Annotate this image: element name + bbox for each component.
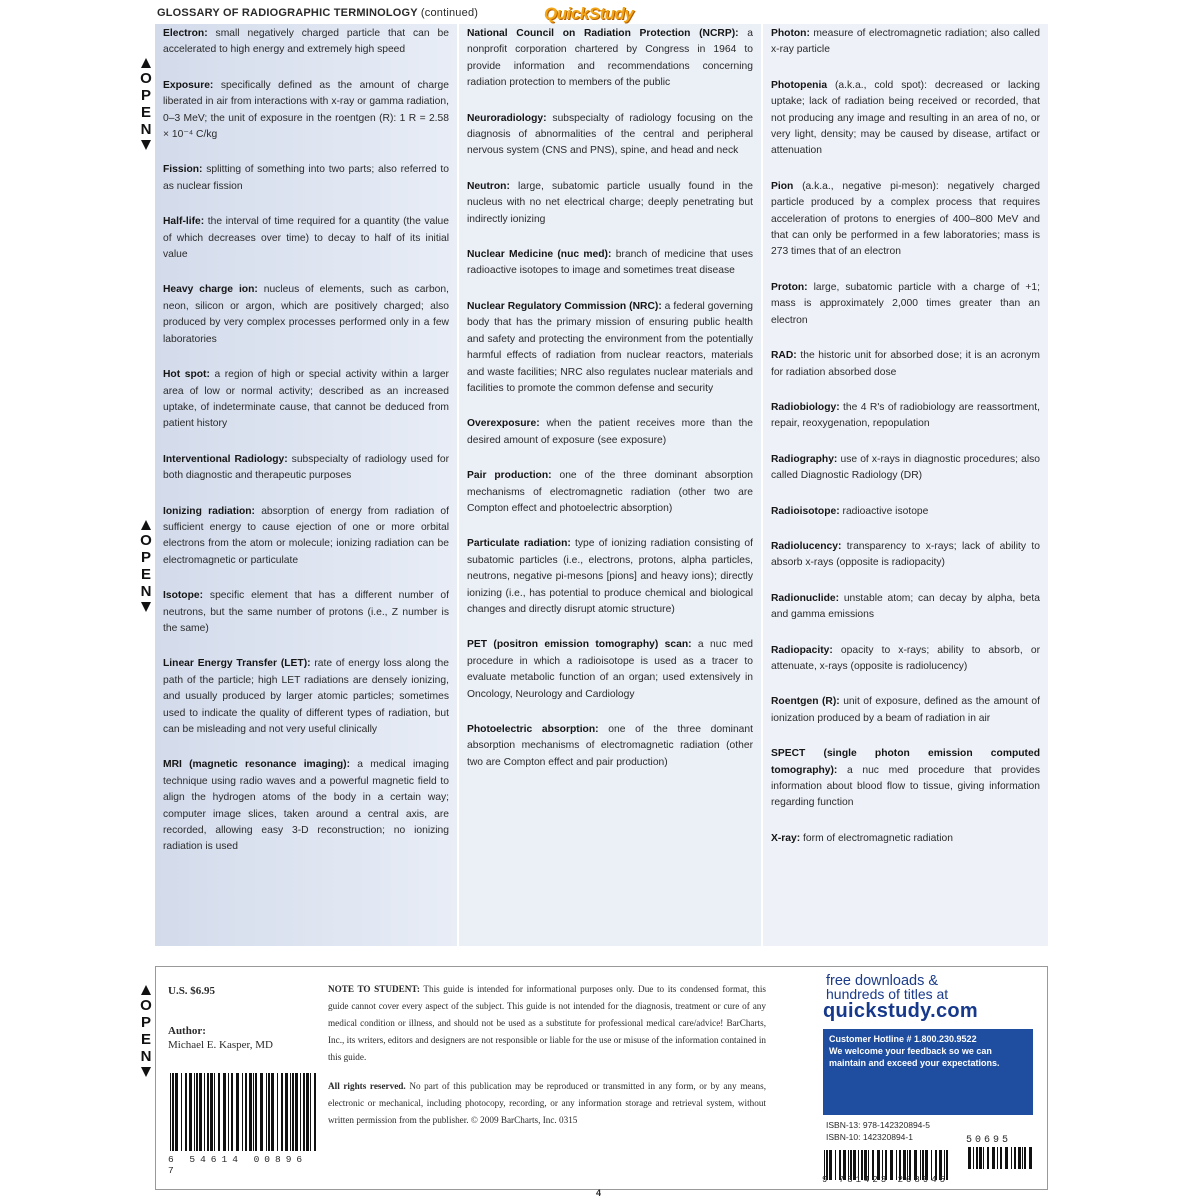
notice-text: [328, 981, 766, 1141]
glossary-definition: a nuc med procedure in which a radioisotope is used as a tracer to evaluate metabolic function of an organ; used extensively in Oncology, Neurology and Cardiology: [467, 639, 753, 700]
glossary-entry: [771, 831, 1040, 847]
glossary-entry: [771, 746, 1040, 812]
upc-barcode: [168, 1073, 318, 1151]
glossary-entry: [163, 162, 449, 195]
rights-body: No part of this publication may be reproduced or transmitted in any form, or by any means, electronic or mechanical, including photocopy, recording, or any information storage and retrieval system, without written permission from the publisher. © 2009 BarCharts, Inc. 0315: [328, 1081, 766, 1125]
glossary-entry: [163, 452, 449, 485]
open-letter: E: [140, 1031, 151, 1048]
glossary-entry: [163, 214, 449, 263]
glossary-entry: [467, 637, 753, 703]
glossary-entry: [467, 416, 753, 449]
glossary-term: Neutron:: [467, 180, 510, 192]
glossary-definition: large, subatomic particle with a charge of +1; mass is approximately 2,000 times greater than an electron: [771, 281, 1040, 326]
glossary-definition: opacity to x-rays; ability to absorb, or attenuate, x-rays (opposite is radiolucency): [771, 644, 1040, 672]
addon-barcode: [966, 1147, 1036, 1169]
glossary-definition: absorption of energy from radiation of sufficient energy to cause ejection of one or more orbital electrons from the atom or molecule; ionizing radiation can be electromagnetic or particulate: [163, 505, 449, 566]
author-name: Michael E. Kasper, MD: [168, 1039, 273, 1051]
glossary-definition: splitting of something into two parts; also referred to as nuclear fission: [163, 164, 449, 192]
promo-line-1: free downloads &: [826, 973, 939, 989]
note-body: This guide is intended for informational purposes only. Due to its condensed format, this guide cannot cover every aspect of the subject. This guide is not intended for the diagnosis, treatment or cure of any medical condition or illness, and should not be used as a substitute for professional medical care/advice! BarCharts, Inc., its writers, editors and designers are not responsible or liable for the use or misuse of the information contained in this guide.: [328, 984, 766, 1062]
open-letter: P: [140, 549, 151, 566]
page-number: 4: [596, 1188, 602, 1198]
open-label: [138, 532, 154, 600]
glossary-entry: [163, 504, 449, 570]
open-letter: O: [140, 997, 152, 1014]
glossary-term: Exposure:: [163, 79, 214, 91]
glossary-definition: form of electromagnetic radiation: [800, 832, 953, 844]
glossary-term: Neuroradiology:: [467, 112, 547, 124]
note-lead: NOTE TO STUDENT:: [328, 984, 420, 994]
glossary-definition: specific element that has a different number of neutrons, but the same number of protons (i.e., Z number is the same): [163, 590, 449, 634]
glossary-entry: [467, 722, 753, 771]
website-link[interactable]: quickstudy.com: [823, 1000, 978, 1022]
isbn-13: ISBN-13: 978-142320894-5: [826, 1120, 930, 1130]
glossary-definition: a nonprofit corporation chartered by Congress in 1964 to provide information and recommendations concerning radiation protection to members of the public: [467, 28, 754, 89]
glossary-term: Radioisotope:: [771, 505, 840, 517]
glossary-entry: [467, 468, 753, 517]
open-letter: N: [140, 1048, 152, 1065]
glossary-entry: [771, 78, 1040, 160]
glossary-term: National Council on Radiation Protection (NCRP):: [467, 28, 739, 39]
glossary-term: Nuclear Medicine (nuc med):: [467, 249, 612, 261]
open-letter: E: [140, 566, 151, 583]
glossary-term: Radionuclide:: [771, 592, 840, 604]
isbn-digits: 9 781423 208945: [822, 1175, 949, 1185]
glossary-definition: branch of medicine that uses radioactive isotopes to image and sometimes treat disease: [467, 249, 753, 277]
open-letter: O: [140, 532, 152, 549]
glossary-definition: a federal governing body that has the primary mission of ensuring public health and safety and protecting the environment from the potentially harmful effects of radiation from nuclear reactors, materials and waste facilities; NRC also regulates nuclear materials and facilities to promote the common defense and security: [467, 300, 753, 394]
glossary-term: Isotope:: [163, 590, 204, 602]
glossary-term: Particulate radiation:: [467, 538, 571, 550]
glossary-term: Linear Energy Transfer (LET):: [163, 658, 311, 670]
glossary-term: PET (positron emission tomography) scan:: [467, 639, 692, 651]
glossary-definition: measure of electromagnetic radiation; also called x-ray particle: [771, 28, 1040, 56]
glossary-definition: a nuc med procedure that provides information about blood flow to tissue, giving information regarding function: [771, 764, 1040, 809]
open-letter: P: [140, 87, 151, 104]
glossary-entry: [163, 588, 449, 637]
open-letter: P: [140, 1014, 151, 1031]
glossary-entry: [771, 539, 1040, 572]
glossary-term: Overexposure:: [467, 418, 540, 430]
upc-digits: 6 54614 00896 7: [168, 1154, 308, 1176]
glossary-entry: [467, 536, 753, 618]
glossary-definition: one of the three dominant absorption mechanisms of electromagnetic radiation (other two are Compton effect and photoelectric absorption): [467, 470, 753, 514]
glossary-definition: use of x-rays in diagnostic procedures; also called Diagnostic Radiology (DR): [771, 453, 1040, 482]
glossary-term: Half-life:: [163, 216, 205, 228]
glossary-term: Photoelectric absorption:: [467, 724, 599, 735]
glossary-term: Radiolucency:: [771, 540, 842, 552]
glossary-definition: (a.k.a., negative pi-meson): negatively charged particle produced by a complex process that requires acceleration of protons to energies of 400–800 MeV and that can only be performed in a few laboratories; mass is 273 times that of an electron: [771, 180, 1040, 258]
glossary-definition: when the patient receives more than the desired amount of exposure (see exposure): [467, 418, 753, 446]
open-label: [138, 997, 154, 1065]
open-tab-marker: [138, 520, 154, 612]
glossary-entry: [163, 367, 449, 433]
glossary-term: Interventional Radiology:: [163, 453, 288, 465]
glossary-term: Nuclear Regulatory Commission (NRC):: [467, 300, 662, 312]
glossary-definition: (a.k.a., cold spot): decreased or lacking uptake; lack of radiation being received or recorded, that not producing any image and resulting in an area of no, or very light, density; may be caused by disease, artifact or attenuation: [771, 79, 1040, 157]
glossary-entry: [771, 26, 1040, 59]
glossary-term: Roentgen (R):: [771, 696, 840, 708]
glossary-entry: [163, 26, 449, 59]
glossary-term: Radiography:: [771, 453, 838, 465]
glossary-entry: [163, 656, 449, 738]
glossary-column-3: [763, 24, 1048, 946]
glossary-entry: [771, 452, 1040, 485]
glossary-term: SPECT (single photon emission computed tomography):: [771, 748, 1040, 776]
open-label: [138, 70, 154, 138]
open-letter: N: [140, 121, 152, 138]
glossary-term: RAD:: [771, 350, 797, 362]
open-letter: O: [140, 70, 152, 87]
hotline-text: Customer Hotline # 1.800.230.9522: [829, 1034, 977, 1044]
glossary-definition: the interval of time required for a quantity (the value of which decreases over time) to decay to half of its initial value: [163, 216, 449, 261]
title-continued: (continued): [420, 7, 479, 19]
glossary-entry: [163, 78, 449, 144]
glossary-definition: a medical imaging technique using radio waves and a powerful magnetic field to align the hydrogen atoms of the body in a certain way; computer image slices, taken around a central axis, are recorded, allowing easy 3-D reconstruction; no ionizing radiation is used: [163, 759, 449, 853]
note-to-student: [328, 981, 766, 1066]
glossary-entry: [163, 282, 449, 348]
glossary-definition: a region of high or special activity within a larger area of low or normal activity; described as an increased uptake, of indeterminate cause, that cannot be deduced from patient history: [163, 369, 449, 430]
title-text: GLOSSARY OF RADIOGRAPHIC TERMINOLOGY: [157, 7, 418, 19]
glossary-entry: [467, 247, 753, 280]
glossary-definition: the historic unit for absorbed dose; it is an acronym for radiation absorbed dose: [771, 350, 1040, 378]
glossary-definition: small negatively charged particle that can be accelerated to high energy and extremely high speed: [163, 28, 449, 56]
feedback-text: We welcome your feedback so we can maintain and exceed your expectations.: [829, 1046, 1000, 1068]
quickstudy-logo: QuickStudy: [544, 4, 634, 23]
glossary-definition: one of the three dominant absorption mechanisms of electromagnetic radiation (other two are Compton effect and pair production): [467, 724, 753, 768]
glossary-term: Proton:: [771, 281, 808, 293]
glossary-column-2: [459, 24, 761, 946]
glossary-term: X-ray:: [771, 832, 801, 844]
glossary-definition: the 4 R's of radiobiology are reassortment, repair, reoxygenation, repopulation: [771, 401, 1040, 430]
glossary-entry: [771, 591, 1040, 624]
glossary-term: Electron:: [163, 28, 208, 39]
author-label: Author:: [168, 1025, 206, 1037]
glossary-term: Hot spot:: [163, 369, 210, 381]
customer-hotline-box: [823, 1029, 1033, 1115]
glossary-term: Ionizing radiation:: [163, 505, 255, 517]
glossary-entry: [163, 757, 449, 855]
glossary-entry: [771, 179, 1040, 261]
glossary-column-1: [155, 24, 457, 946]
glossary-term: Photon:: [771, 28, 810, 39]
glossary-definition: subspecialty of radiology used for both diagnostic and therapeutic purposes: [163, 453, 450, 482]
glossary-definition: specifically defined as the amount of charge liberated in air from interactions with x-ray or gamma radiation, 0–3 MeV; the unit of exposure in the roentgen (R): 1 R = 2.58 × 10⁻⁴ C/kg: [163, 79, 449, 141]
isbn-10: ISBN-10: 142320894-1: [826, 1132, 913, 1142]
open-tab-marker: [138, 58, 154, 150]
glossary-term: MRI (magnetic resonance imaging):: [163, 759, 351, 771]
page-header: [157, 5, 1047, 25]
glossary-entry: [771, 694, 1040, 727]
glossary-term: Radiobiology:: [771, 401, 840, 413]
glossary-entry: [771, 643, 1040, 676]
open-tab-marker: [138, 985, 154, 1077]
glossary-term: Pair production:: [467, 470, 552, 482]
glossary-term: Radiopacity:: [771, 644, 833, 656]
glossary-entry: [467, 26, 753, 92]
promo-tagline: [826, 975, 1036, 1001]
glossary-entry: [467, 111, 753, 160]
glossary-definition: unstable atom; can decay by alpha, beta and gamma emissions: [771, 592, 1040, 621]
glossary-entry: [467, 299, 753, 397]
rights-lead: All rights reserved.: [328, 1081, 406, 1091]
glossary-definition: unit of exposure, defined as the amount of ionization produced by a beam of radiation in air: [771, 696, 1040, 724]
rights-notice: [328, 1078, 766, 1129]
glossary-entry: [467, 179, 753, 228]
glossary-term: Fission:: [163, 164, 203, 176]
addon-digits: 50695: [966, 1135, 1012, 1146]
glossary-definition: rate of energy loss along the path of the particle; high LET radiations are densely ionizing, and usually produced by larger atomic particles; sometimes used to indicate the quality of different types of radiation, but can be misleading and not very useful clinically: [163, 658, 449, 735]
glossary-definition: large, subatomic particle usually found in the nucleus with no net electrical charge; deeply penetrating but indirectly ionizing: [467, 180, 753, 225]
back-cover-panel: [155, 966, 1048, 1190]
price: U.S. $6.95: [168, 985, 216, 997]
glossary-entry: [771, 504, 1040, 520]
open-letter: E: [140, 104, 151, 121]
glossary-entry: [771, 400, 1040, 433]
open-letter: N: [140, 583, 152, 600]
glossary-term: Pion: [771, 180, 794, 192]
glossary-definition: type of ionizing radiation consisting of subatomic particles (i.e., electrons, protons, alpha particles, neutrons, negative pi-mesons [pions] and heavy ions); directly ionizing (i.e., has potential to produce chemical and biological changes and directly disrupt atomic structure): [467, 538, 753, 615]
glossary-term: Heavy charge ion:: [163, 284, 258, 296]
glossary-definition: radioactive isotope: [839, 505, 929, 517]
glossary-definition: nucleus of elements, such as carbon, neon, silicon or argon, which are positively charged; also produced by very complex processes performed only in a few laboratories: [163, 284, 449, 345]
glossary-term: Photopenia: [771, 79, 828, 91]
glossary-entry: [771, 348, 1040, 381]
glossary-title: [157, 7, 478, 19]
glossary-definition: transparency to x-rays; lack of ability to absorb x-rays (opposite is radiopacity): [771, 540, 1040, 569]
isbn-block: [826, 1119, 930, 1143]
glossary-entry: [771, 280, 1040, 329]
promo-line-2: hundreds of titles at: [826, 986, 949, 1002]
glossary-definition: subspecialty of radiology focusing on the diagnosis of abnormalities of the central and peripheral nervous system (CNS and PNS), spine, and head and neck: [467, 112, 753, 157]
